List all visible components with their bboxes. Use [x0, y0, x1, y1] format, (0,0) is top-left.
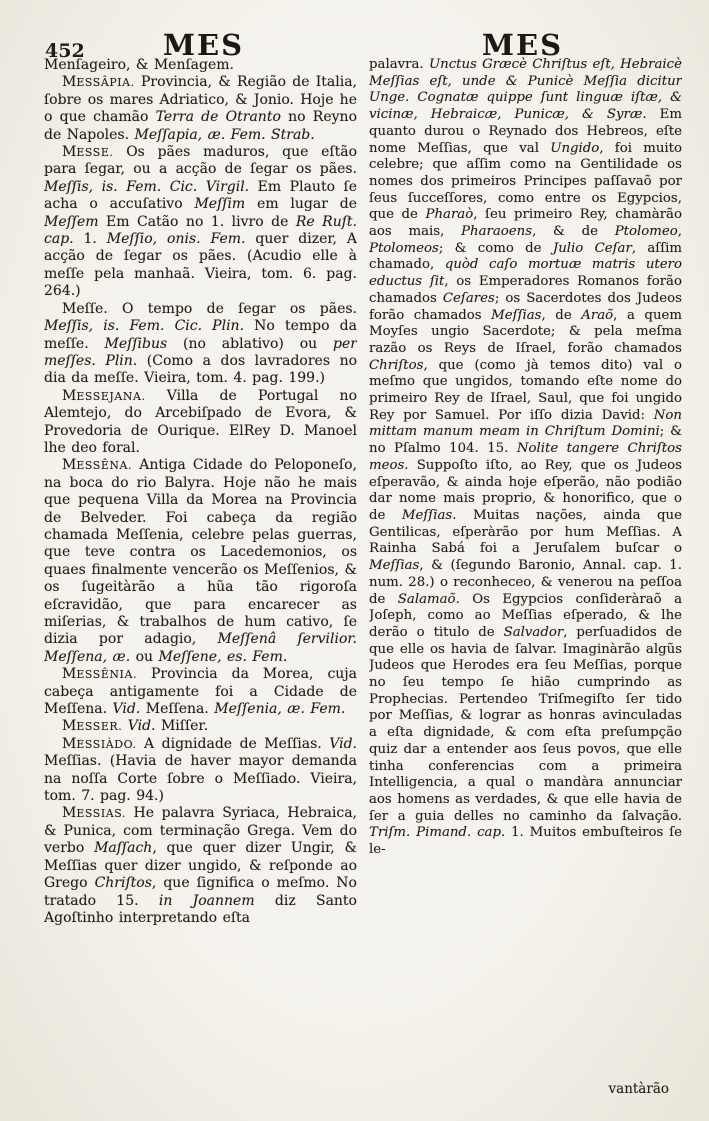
text-run: , que (como jà temos dito) val o meſmo que ungidos, tomando eſte nome do primeiro Rey de Iſrael, Saul, que foi ungido Rey por Samuel. Por iſſo dizia David: — [369, 357, 682, 423]
text-run: , de — [541, 307, 582, 323]
text-run: Em Catão no 1. livro de — [98, 213, 296, 230]
text-run: quer dizer, A acção de ſegar os pães. (Acudio elle à meſſe pela manhaã. Vieira, tom. 6. pag. 264.) — [44, 231, 357, 300]
text-run: , que ſignifica o meſmo. No tratado 15. — [44, 875, 357, 909]
italic-text-run: Salvador — [503, 624, 564, 640]
italic-text-run: Meſſio, onis. Fem. — [106, 231, 246, 248]
entry-headword: MESSIÀDO. — [62, 735, 137, 752]
italic-text-run: Araõ — [581, 307, 614, 323]
text-run: ; & como de — [438, 240, 553, 256]
text-column-left — [44, 57, 357, 1087]
running-head-left: MES — [162, 28, 245, 62]
entry-headword: MESSER. — [62, 718, 123, 735]
italic-text-run: Pharaò — [425, 207, 474, 223]
page-number: 452 — [45, 40, 85, 62]
text-run: , a quem Moyſes ungio Sacerdote; & pela meſma razão os Reys de Iſrael, forão chamados — [369, 307, 682, 356]
text-run: Villa de Portugal no Alemtejo, do Arcebiſpado de Evora, & Provedoria de Ourique. ElRey D. Manoel lhe deo foral. — [44, 387, 357, 456]
text-run: , ſeu primeiro Rey, chamàrão aos mais, — [369, 207, 682, 240]
entry-headword: MESSIAS. — [62, 805, 126, 822]
italic-text-run: Vid. — [112, 701, 141, 718]
dictionary-paragraph — [44, 718, 357, 735]
text-run: 1. — [73, 231, 107, 248]
text-run: , foi muito celebre; que aſſim como na Gentilidade os nomes dos primeiros Principes paſſavaõ por ſeus ſucceſſores, como entre os Egypcios, que de — [369, 140, 682, 223]
italic-text-run: Meſſenia, æ. Fem. — [214, 701, 346, 718]
text-run: Meſſe. O tempo de ſegar os pães. — [62, 300, 357, 317]
entry-headword: MESSEJANA. — [62, 387, 146, 404]
dictionary-paragraph — [44, 736, 357, 806]
italic-text-run: Ptolomeo — [614, 224, 678, 240]
text-run: (Como a dos lavradores no dia da meſſe. Vieira, tom. 4. pag. 199.) — [44, 352, 357, 387]
dictionary-paragraph — [44, 388, 357, 458]
text-run: Provincia da Morea, cuja cabeça antigamente foi a Cidade de Meſſena. — [44, 666, 357, 718]
italic-text-run: Pharaoens — [461, 224, 533, 240]
entry-headword: MESSÊNA. — [62, 457, 133, 474]
italic-text-run: in Joannem — [158, 892, 255, 909]
text-run: (no ablativo) ou — [167, 335, 334, 352]
italic-text-run: Meſſibus — [104, 335, 168, 352]
italic-text-run: Chriſtos — [94, 875, 152, 892]
italic-text-run: Meſſias — [491, 307, 542, 323]
text-run: Os pães maduros, que eſtão para ſegar, ou a acção de ſegar os pães. — [44, 144, 357, 178]
catchword: vantàrão — [608, 1081, 669, 1097]
text-run: Provincia, & Região de Italia, ſobre os mares Adriatico, & Jonio. Hoje he o que chamão — [44, 74, 357, 126]
text-run: ou — [130, 648, 159, 665]
dictionary-paragraph — [44, 144, 357, 301]
text-run: He palavra Syriaca, Hebraica, & Punica, com terminação Grega. Vem do verbo — [44, 805, 357, 857]
text-run: Meſſias. (Havia de haver mayor demanda na noſſa Corte ſobre o Meſſiado. Vieira, tom. 7. pag. 94.) — [44, 753, 357, 805]
italic-text-run: Salamaõ — [397, 591, 456, 607]
text-run: Em quanto durou o Reynado dos Hebreos, eſte nome Meſſias, que val — [369, 107, 682, 156]
text-run: . Os Egypcios conſideràraõ a Joſeph, como ao Meſſias eſperado, & lhe derão o titulo de — [369, 591, 682, 640]
dictionary-paragraph — [44, 74, 357, 144]
italic-text-run: Meſſim — [194, 196, 246, 213]
text-run: ; os Sacerdotes dos Judeos forão chamados — [369, 290, 682, 323]
text-run: Meſſena. — [140, 701, 215, 718]
italic-text-run: Julio Ceſar — [552, 240, 632, 256]
italic-text-run: Unctus Græcè Chriſtus eſt, Hebraicè Meſſias eſt, unde & Punicè Meſſia dicitur Unge. Cognatæ quippe ſunt linguæ iſtæ, & vicinæ, Hebraicæ, Punicæ, & Syræ. — [369, 57, 682, 123]
italic-text-run: Re Ruſt. cap. — [44, 213, 357, 248]
italic-text-run: Meſſias — [369, 558, 420, 574]
text-run: Muitas nações, ainda que Gentilicas, eſperàrão por hum Meſſias. A Rainha Sabá foi a Jeruſalem buſcar o — [369, 507, 682, 557]
text-columns — [44, 57, 682, 1101]
italic-text-run: Vid. — [127, 718, 156, 735]
dictionary-paragraph — [44, 301, 357, 388]
italic-text-run: Maſſach — [94, 840, 153, 857]
text-run: , — [677, 224, 682, 240]
entry-headword: MESSÊNIA. — [62, 666, 138, 683]
italic-text-run: Meſſem — [44, 213, 99, 230]
text-run: , que quer dizer Ungir, & Meſſias quer dizer ungido, & reſponde ao Grego — [44, 840, 357, 892]
text-run: , perſuadidos de que elle os havia de ſalvar. Imaginàrão algũs Judeos que Herodes era ſeu Meſſias, porque no ſeu tempo ſe hião cumprindo as Prophecias. Pertendeo Triſmegiſto ſer tido por Meſſias, & lograr as honras avinculadas a eſta dignidade, & com eſta preſumpção quiz dar a entender aos ſeus povos, que elle tinha conferencias com a primeira Intelligencia, a qual o mandàra annunciar aos homens as verdades, & que elle havia de ſer a guia delles no caminho da ſalvação. — [369, 624, 682, 824]
italic-text-run: Meſſene, es. Fem. — [158, 648, 288, 665]
entry-headword: MESSÂPIA. — [62, 74, 135, 91]
text-run: , & (ſegundo Baronio, Annal. cap. 1. num. 28.) o reconheceo, & venerou na peſſoa de — [369, 558, 682, 607]
text-run: Suppoſto iſto, ao Rey, que os Judeos eſperavão, & ainda hoje eſperão, não podião dar nome mais proprio, & honorifico, que o de — [369, 457, 682, 523]
dictionary-paragraph — [369, 57, 682, 859]
italic-text-run: Non mittam manum meam in Chriſtum Domini — [369, 407, 682, 440]
text-run: Menſageiro, & Menſagem. — [44, 57, 234, 73]
text-run: ; & no Pſalmo 104. 15. — [369, 424, 682, 457]
dictionary-paragraph — [44, 457, 357, 666]
text-run: diz Santo Agoſtinho interpretando eſta — [44, 892, 357, 926]
dictionary-paragraph — [44, 57, 357, 74]
italic-text-run: Meſſis, is. Fem. Cic. Plin. — [44, 318, 245, 335]
text-run: Antiga Cidade do Peloponeſo, na boca do rio Balyra. Hoje não he mais que pequena Villa da Morea na Provincia de Belveder. Foi cabeça da região chamada Meſſenia, celebre pelas guerras, que teve contra os Lacedemonios, os quaes finalmente vencerão os Meſſenios, & os ſugeitàrão a hũa tão rigoroſa eſcravidão, que para encarecer as miſerias, & trabalhos de hum cativo, ſe dizia por adagio, — [44, 457, 357, 648]
italic-text-run: quòd caſo mortuæ matris utero eductus ſit — [369, 257, 682, 290]
italic-text-run: Meſſis, is. Fem. Cic. Virgil. — [44, 178, 250, 195]
running-head-right: MES — [481, 28, 564, 62]
text-run: em lugar de — [245, 196, 357, 213]
italic-text-run: per meſſes. Plin. — [44, 335, 357, 369]
text-run: , & de — [532, 224, 615, 240]
dictionary-paragraph — [44, 666, 357, 718]
text-column-right — [369, 57, 682, 1087]
text-run: Miſſer. — [155, 718, 209, 735]
italic-text-run: Ptolomeos — [369, 240, 439, 256]
italic-text-run: Ceſares — [442, 290, 495, 306]
text-run: no Reyno de Napoles. — [44, 109, 357, 143]
italic-text-run: Meſſias. — [401, 507, 457, 523]
text-run: 1. Muitos embuſteiros ſe le- — [369, 825, 682, 858]
dictionary-paragraph — [44, 805, 357, 927]
italic-text-run: Chriſtos — [369, 357, 424, 373]
entry-headword: MESSE. — [62, 144, 114, 161]
text-run: A dignidade de Meſſias. — [136, 735, 330, 752]
text-run: Em Plauto ſe acha o accuſativo — [44, 178, 357, 213]
text-run: , aſſim chamado, — [369, 240, 682, 273]
text-run: palavra. — [369, 57, 429, 72]
italic-text-run: Ungido — [550, 140, 600, 156]
italic-text-run: Meſſenâ ſervilior. Meſſena, æ. — [44, 631, 357, 665]
text-run: No tempo da meſſe. — [44, 318, 357, 352]
italic-text-run: Terra de Otranto — [155, 109, 281, 126]
italic-text-run: Nolite tangere Chriſtos meos. — [369, 441, 682, 473]
italic-text-run: Vid. — [329, 735, 357, 752]
text-run: , os Emperadores Romanos forão chamados — [369, 274, 682, 306]
italic-text-run: Meſſapia, æ. Fem. Strab. — [134, 126, 315, 143]
italic-text-run: Triſm. Pimand. cap. — [369, 825, 506, 841]
